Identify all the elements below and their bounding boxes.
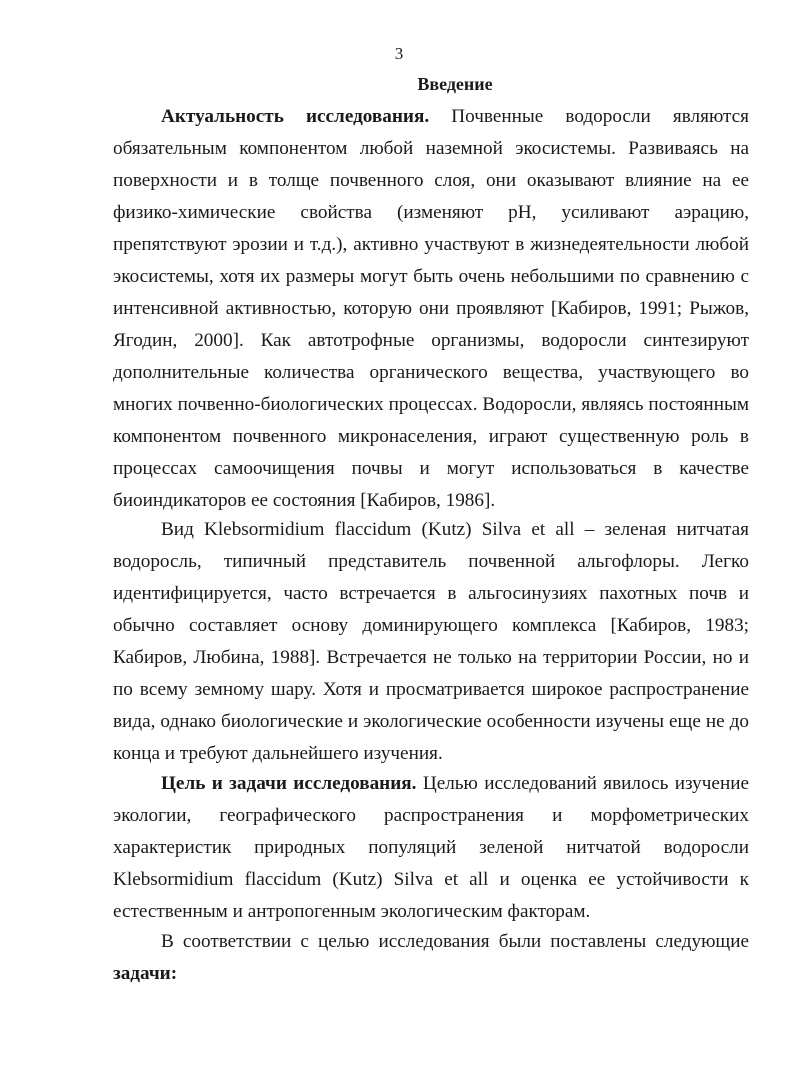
paragraph-2-line-3: идентифицируется, часто встречается в альгосинузиях пахотных почв и [113,583,749,604]
paragraph-1-line-13: биоиндикаторов ее состояния [Кабиров, 1986]. [113,490,496,511]
paragraph-2-line-4: обычно составляет основу доминирующего комплекса [Кабиров, 1983; [113,615,749,636]
paragraph-1-line-2: обязательным компонентом любой наземной экосистемы. Развиваясь на [113,138,749,159]
page-number: 3 [394,44,404,63]
paragraph-3-line-4: Klebsormidium flaccidum (Kutz) Silva et all и оценка ее устойчивости к [113,869,749,890]
paragraph-1-line-5: препятствуют эрозии и т.д.), активно участвуют в жизнедеятельности любой [113,234,749,255]
paragraph-2-line-2: водоросль, типичный представитель почвенной альгофлоры. Легко [113,551,749,572]
term-tasks: задачи: [113,963,178,984]
paragraph-1-line-1: Актуальность исследования. Почвенные водоросли являются [161,106,749,127]
paragraph-1-line-3: поверхности и в толще почвенного слоя, они оказывают влияние на ее [113,170,749,191]
paragraph-1-line-10: многих почвенно-биологических процессах. Водоросли, являясь постоянным [113,394,749,415]
section-heading: Введение [417,74,493,94]
term-goals: Цель и задачи исследования. [161,773,417,794]
paragraph-1-line-11: компонентом почвенного микронаселения, играют существенную роль в [113,426,749,447]
term-relevance: Актуальность исследования. [161,106,430,127]
paragraph-1-line-9: дополнительные количества органического вещества, участвующего во [113,362,749,383]
paragraph-2-line-1: Вид Klebsormidium flaccidum (Kutz) Silva et all – зеленая нитчатая [161,519,749,540]
paragraph-3-line-3: характеристик природных популяций зеленой нитчатой водоросли [113,837,749,858]
paragraph-2-line-6: по всему земному шару. Хотя и просматривается широкое распространение [113,679,749,700]
paragraph-3-line-5: естественным и антропогенным экологическим факторам. [113,901,591,922]
paragraph-1-line-12: процессах самоочищения почвы и могут использоваться в качестве [113,458,749,479]
paragraph-3-line-1: Цель и задачи исследования. Целью исследований явилось изучение [161,773,749,794]
paragraph-1-line-4: физико-химические свойства (изменяют pH, усиливают аэрацию, [113,202,749,223]
paragraph-1-line-8: Ягодин, 2000]. Как автотрофные организмы, водоросли синтезируют [113,330,749,351]
paragraph-2-line-8: конца и требуют дальнейшего изучения. [113,743,443,764]
paragraph-2-line-7: вида, однако биологические и экологические особенности изучены еще не до [113,711,749,732]
paragraph-4-line-1: В соответствии с целью исследования были поставлены следующие [161,931,749,952]
paragraph-1-line-6: экосистемы, хотя их размеры могут быть очень небольшими по сравнению с [113,266,749,287]
paragraph-2-line-5: Кабиров, Любина, 1988]. Встречается не только на территории России, но и [113,647,749,668]
paragraph-3-line-2: экологии, географического распространения и морфометрических [113,805,749,826]
paragraph-1-line-7: интенсивной активностью, которую они проявляют [Кабиров, 1991; Рыжов, [113,298,749,319]
